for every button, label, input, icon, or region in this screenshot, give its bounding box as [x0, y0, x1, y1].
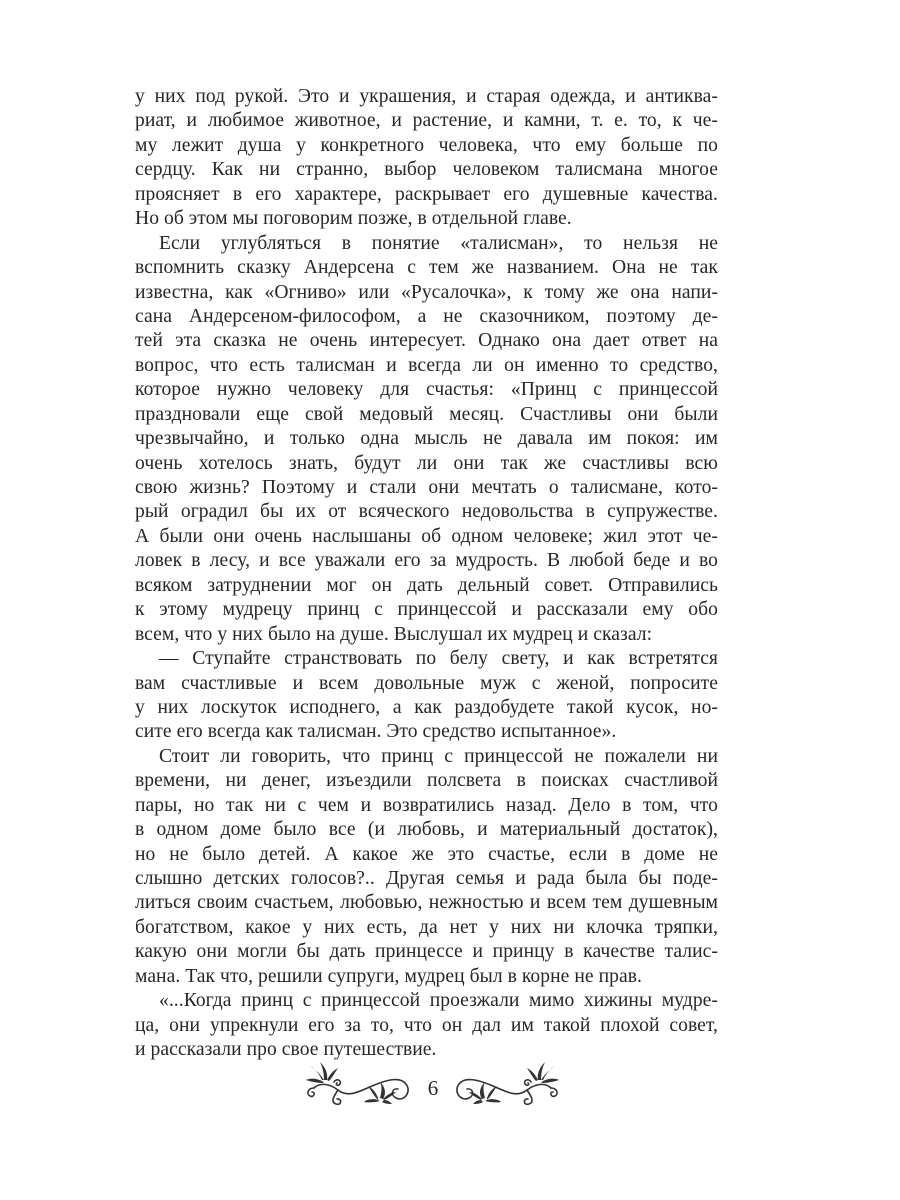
text-line: которое нужно человеку для счастья: «Принц с принцессой — [135, 379, 718, 401]
text-line: тей эта сказка не очень интересует. Однако она дает ответ на — [135, 330, 718, 352]
text-line: слышно детских голосов?.. Другая семья и рада была бы поде- — [135, 868, 718, 889]
text-line: в одном доме было все (и любовь, и материальный достаток), — [135, 819, 718, 841]
text-line: вам счастливые и всем довольные муж с женой, попросите — [135, 672, 718, 694]
floral-scroll-right-icon — [450, 1062, 565, 1112]
text-line: проясняет в его характере, раскрывает его душевные качества. — [135, 183, 718, 205]
page-body — [135, 85, 718, 1063]
page-number: 6 — [427, 1076, 439, 1100]
floral-scroll-left-icon — [300, 1062, 415, 1112]
text-line: к этому мудрецу принц с принцессой и рассказали ему обо — [135, 599, 718, 621]
text-line: всяком затруднении мог он дать дельный совет. Отправились — [135, 574, 718, 596]
text-line: известна, как «Огниво» или «Русалочка», к тому же она напи- — [135, 281, 718, 303]
text-line: праздновали еще свой медовый месяц. Счастливы они были — [135, 403, 718, 425]
text-line: сана Андерсеном-философом, а не сказочником, поэтому де- — [135, 305, 718, 327]
text-line: ца, они упрекнули его за то, что он дал им такой плохой совет, — [135, 1014, 718, 1036]
text-line: вопрос, что есть талисман и всегда ли он именно то средство, — [135, 354, 718, 376]
text-line: сердцу. Как ни странно, выбор человеком талисмана многое — [135, 159, 718, 181]
text-line: А были они очень наслышаны об одном человеке; жил этот че- — [135, 525, 718, 547]
text-line: у них под рукой. Это и украшения, и старая одежда, и антиква- — [135, 86, 718, 107]
text-line: всем, что у них было на душе. Выслушал их мудрец и сказал: — [135, 623, 653, 645]
text-line: чрезвычайно, и только одна мысль не давала им покоя: им — [135, 428, 718, 450]
text-line: Если углубляться в понятие «талисман», то нельзя не — [159, 232, 718, 254]
text-line: сите его всегда как талисман. Это средство испытанное». — [135, 721, 617, 743]
text-line: вспомнить сказку Андерсена с тем же названием. Она не так — [135, 257, 718, 279]
text-line: богатством, какое у них есть, да нет у них ни клочка тряпки, — [135, 916, 718, 938]
text-line: пары, но так ни с чем и возвратились назад. Дело в том, что — [135, 794, 718, 816]
text-line: мана. Так что, решили супруги, мудрец был в корне не прав. — [135, 965, 642, 987]
text-line: — Ступайте странствовать по белу свету, и как встретятся — [159, 648, 718, 670]
text-line: «...Когда принц с принцессой проезжали мимо хижины мудре- — [159, 990, 718, 1012]
text-line: свою жизнь? Поэтому и стали они мечтать о талисмане, кото- — [135, 477, 718, 498]
text-line: времени, ни денег, изъездили полсвета в поисках счастливой — [135, 770, 718, 792]
text-line: и рассказали про свое путешествие. — [135, 1039, 437, 1061]
text-line: Но об этом мы поговорим позже, в отдельной главе. — [135, 208, 572, 230]
text-line: у них лоскуток исподнего, а как раздобудете такой кусок, но- — [135, 696, 718, 718]
text-line: какую они могли бы дать принцессе и принцу в качестве талис- — [135, 941, 718, 963]
text-line: ловек в лесу, и все уважали его за мудрость. В любой беде и во — [135, 550, 718, 572]
text-line: Стоит ли говорить, что принц с принцессой не пожалели ни — [159, 745, 718, 767]
text-line: но не было детей. А какое же это счастье, если в доме не — [135, 843, 718, 865]
text-line: литься своим счастьем, любовью, нежностью и всем тем душевным — [135, 892, 718, 914]
text-line: риат, и любимое животное, и растение, и камни, т. е. то, к че- — [135, 110, 718, 132]
page-footer — [300, 1060, 565, 1115]
text-line: рый оградил бы их от всяческого недовольства в супружестве. — [135, 501, 718, 523]
text-line: очень хотелось знать, будут ли они так же счастливы всю — [135, 452, 718, 474]
text-line: му лежит душа у конкретного человека, что ему больше по — [135, 134, 718, 156]
